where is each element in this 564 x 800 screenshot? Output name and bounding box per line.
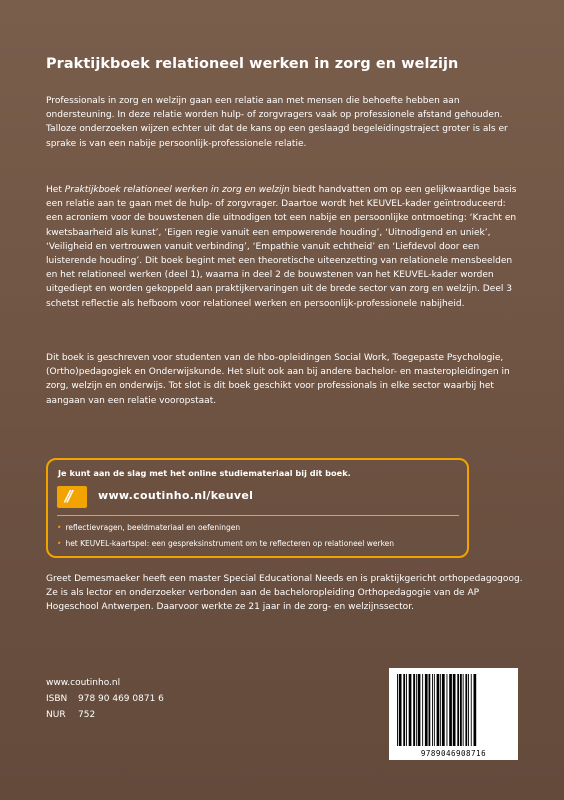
barcode-bar: [406, 674, 407, 746]
back-cover-title: Praktijkboek relationeel werken in zorg en welzijn: [46, 56, 459, 72]
barcode: [389, 668, 518, 760]
barcode-bar: [440, 674, 441, 746]
barcode-bar: [471, 674, 472, 746]
description-text-rest: biedt handvatten om op een gelijkwaardige basis een relatie aan te gaan met de hulp- of zorgvrager. Daartoe wordt het KEUVEL-kader geïntroduceerd: een acroniem voor de bouwstenen die uitnodigen tot een nabije en persoonlijke ontmoeting: ‘Kracht en kwetsbaarheid als kunst’, ‘Eigen regie vanuit een empowerende houding’, ‘Uitnodigend en uniek’, ‘Veiligheid en vertrouwen vanuit verbinding’, ‘Empathie vanuit echtheid’ en ‘Liefdevol door een luisterende houding’. Dit boek begint met een theoretische uiteenzetting van relationele mensbeelden en het relationeel werken (deel 1), waarna in deel 2 de bouwstenen van het KEUVEL-kader worden uitgediept en worden gekoppeld aan praktijkervaringen uit de brede sector van zorg en welzijn. Deel 3 schetst reflectie als hefboom voor relationeel werken en persoonlijk-professionele nabijheid.: [46, 185, 517, 309]
barcode-bar: [434, 674, 435, 746]
barcode-bar: [409, 674, 412, 746]
isbn-label: ISBN: [46, 694, 68, 704]
online-material-heading: Je kunt aan de slag met het online studiemateriaal bij dit boek.: [58, 468, 351, 478]
barcode-bar: [442, 674, 445, 746]
box-divider: [57, 515, 459, 516]
bullet-icon: •: [57, 539, 62, 548]
barcode-bar: [418, 674, 421, 746]
barcode-bar: [460, 674, 462, 746]
barcode-bar: [429, 674, 431, 746]
barcode-bar: [437, 674, 440, 746]
barcode-bar: [399, 674, 402, 746]
list-item-text: het KEUVEL-kaartspel: een gespreksinstrument om te reflecteren op relationeel werken: [65, 539, 395, 548]
barcode-bar: [425, 674, 428, 746]
barcode-bar: [447, 674, 448, 746]
bullet-icon: •: [57, 523, 62, 532]
barcode-number: 9789046908716: [420, 749, 487, 758]
coutinho-logo-icon: [57, 486, 87, 508]
barcode-bar: [397, 674, 398, 746]
book-title-italic: Praktijkboek relationeel werken in zorg en welzijn: [64, 185, 290, 195]
barcode-bar: [468, 674, 469, 746]
nur-label: NUR: [46, 710, 66, 720]
barcode-bar: [403, 674, 405, 746]
barcode-bar: [474, 674, 477, 746]
barcode-bars-icon: [395, 674, 512, 748]
barcode-bar: [432, 674, 433, 746]
barcode-bar: [416, 674, 417, 746]
online-material-list: [57, 520, 394, 552]
intro-paragraph: Professionals in zorg en welzijn gaan een relatie aan met mensen die behoefte hebben aan ondersteuning. In deze relatie worden hulp- of zorgvragers vaak op professionele afstand gehouden. Talloze onderzoeken wijzen echter uit dat de kans op een geslaagd begeleidingstraject groter is als er sprake is van een nabije persoonlijk-professionele relatie.: [46, 96, 508, 149]
audience-paragraph: Dit boek is geschreven voor studenten van de hbo-opleidingen Social Work, Toegepaste Psychologie, (Ortho)pedagogiek en Onderwijskunde. Het sluit ook aan bij andere bachelor- en masteropleidingen in zorg, welzijn en onderwijs. Tot slot is dit boek geschikt voor professionals in elke sector waarbij het aangaan van een relatie vooropstaat.: [46, 353, 510, 406]
barcode-bar: [465, 674, 467, 746]
publisher-website[interactable]: www.coutinho.nl: [46, 678, 121, 688]
online-material-url[interactable]: www.coutinho.nl/keuvel: [98, 489, 254, 502]
list-item: [57, 536, 394, 552]
nur-value: 752: [78, 710, 96, 720]
list-item: [57, 520, 394, 536]
description-text-start: Het: [46, 185, 65, 195]
isbn-row: [46, 691, 164, 707]
author-bio-paragraph: Greet Demesmaeker heeft een master Special Educational Needs en is praktijkgericht orthopedagogoog. Ze is als lector en onderzoeker verbonden aan de bacheloropleiding Orthopedagogie van de AP Hogeschool Antwerpen. Daarvoor werkte ze 21 jaar in de zorg- en welzijnssector.: [46, 574, 523, 613]
barcode-bar: [453, 674, 456, 746]
isbn-value: 978 90 469 0871 6: [78, 694, 164, 704]
online-material-box: [46, 458, 469, 558]
publication-info: [46, 675, 164, 723]
barcode-bar: [422, 674, 423, 746]
description-paragraph: [46, 183, 524, 311]
barcode-bar: [457, 674, 459, 746]
barcode-bar: [463, 674, 464, 746]
barcode-bar: [449, 674, 452, 746]
list-item-text: reflectievragen, beeldmateriaal en oefeningen: [65, 523, 241, 532]
nur-row: [46, 707, 164, 723]
logo-slashes: //: [65, 487, 70, 505]
barcode-bar: [413, 674, 415, 746]
